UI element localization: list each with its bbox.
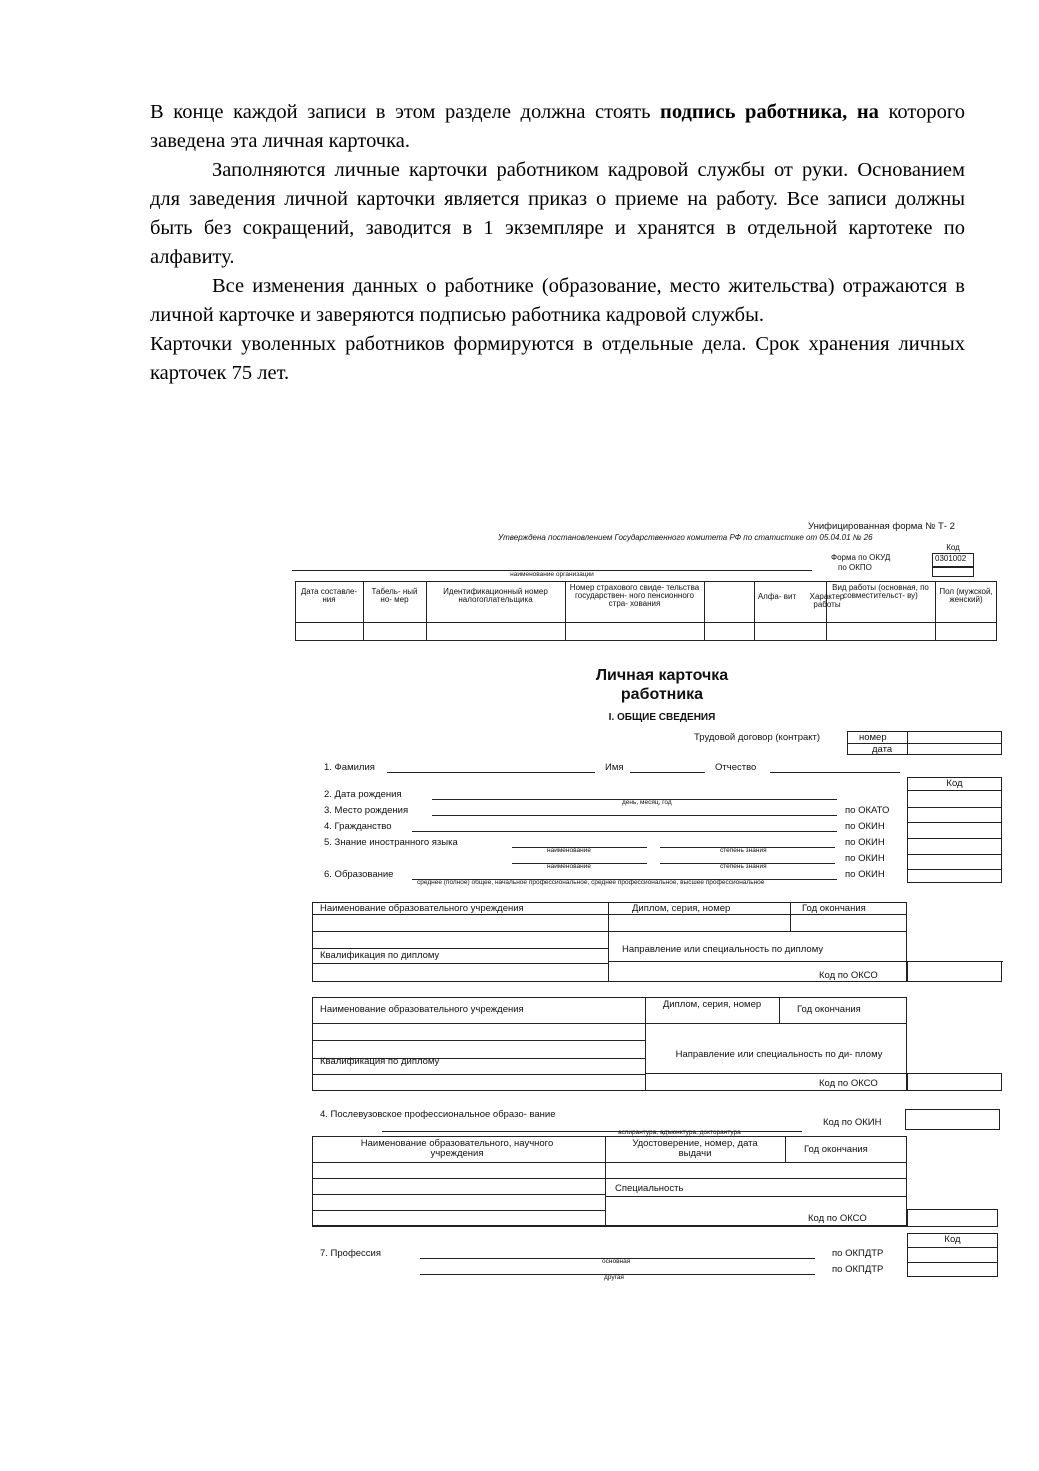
okpdtr-label-2: по ОКПДТР [832,1264,884,1275]
t2-inst-header: Наименование образовательного учреждения [320,1004,524,1015]
p1-text: В конце каждой записи в этом разделе должна стоять [150,101,661,123]
osnovnaya-caption: основная [602,1258,631,1265]
paragraph-3: Все изменения данных о работнике (образование, место жительства) отражаются в личной карточке и заверяются подписью работника кадровой службы. [150,275,965,326]
okin-label-2: по ОКИН [845,837,885,848]
lang-name-caption-1: наименование [547,847,591,854]
patronymic-label: Отчество [715,762,757,773]
t3-spec-label: Специальность [615,1183,684,1194]
card-title-2: работника [620,686,704,703]
col-gender: Пол (мужской, женский) [939,587,993,604]
profession-label: 7. Профессия [320,1248,382,1259]
card-title-1: Личная карточка [595,667,729,684]
col-character: Характер работы [809,592,845,609]
t2-year-header: Год окончания [797,1004,861,1015]
col-tabel: Табель- ный но- мер [371,587,418,604]
lang-name-caption-2: наименование [547,863,591,870]
okin-label-4: по ОКИН [845,869,885,880]
okpo-label: по ОКПО [838,563,872,572]
okin-label-3: по ОКИН [845,853,885,864]
name-label: Имя [605,762,624,773]
t1-dir-label: Направление или специальность по диплому [622,944,824,955]
okso-box-3 [907,1209,998,1227]
t1-diploma-header: Диплом, серия, номер [632,903,731,914]
okpdtr-label-1: по ОКПДТР [832,1248,884,1259]
col-work-type: Вид работы (основная, по совместительст- ву) [832,583,929,600]
t2-diploma-header: Диплом, серия, номер [662,999,762,1010]
t3-okso-label: Код по ОКСО [808,1213,867,1224]
surname-label: 1. Фамилия [324,762,375,773]
postgrad-caption: аспирантура, адъюнктура, докторантура [618,1129,741,1136]
t1-year-header: Год окончания [802,903,866,914]
t1-okso-label: Код по ОКСО [819,970,878,981]
birthdate-label: 2. Дата рождения [324,789,402,800]
form-t2-scan [292,518,1008,1288]
citizenship-label: 4. Гражданство [324,821,392,832]
t3-cert-header: Удостоверение, номер, дата выдачи [632,1138,758,1159]
kod-okin-label: Код по ОКИН [823,1117,882,1128]
birthplace-label: 3. Место рождения [324,805,409,816]
t3-inst-header: Наименование образовательного, научного учреждения [360,1138,554,1159]
col-date: Дата составле- ния [300,587,358,604]
t2-dir-label: Направление или специальность по ди- пломy [675,1049,883,1060]
postgrad-label: 4. Послевузовское профессиональное образо- вание [320,1109,556,1120]
okin-box [905,1109,1000,1130]
contract-date-label: дата [872,744,893,755]
kod-label-top: Код [946,543,960,552]
dmy-caption: день, месяц, год [622,799,672,806]
approved-label: Утверждена постановлением Государственного комитета РФ по статистике от 05.04.01 № 26 [498,533,873,542]
paragraph-2: Заполняются личные карточки работником кадровой службы от руки. Основанием для заведения личной карточки является приказ о приеме на работу. Все записи должны быть без сокращений, заводится в 1 экземпляре и хранятся в отдельной картотеке по алфавиту. [150,159,965,268]
codes-column [907,777,1002,883]
drugaya-caption: другая [604,1274,624,1281]
okin-label-1: по ОКИН [845,821,885,832]
language-label: 5. Знание иностранного языка [324,837,458,848]
body-text [150,98,965,388]
t1-qual-label: Квалификация по диплому [320,950,440,961]
lang-level-caption-2: степень знания [720,863,767,870]
org-caption: наименование организации [510,571,594,578]
lang-level-caption-1: степень знания [720,847,767,854]
t2-okso-label: Код по ОКСО [819,1078,878,1089]
t1-inst-header: Наименование образовательного учреждения [320,903,524,914]
paragraph-4: Карточки уволенных работников формируются в отдельные дела. Срок хранения личных карточек 75 лет. [150,333,965,384]
col-inn: Идентификационный номер налогоплательщика [443,587,548,604]
education-caption: среднее (полное) общее, начальное профессиональное, среднее профессиональное, высшее профессиональное [417,879,765,886]
okato-label: по ОКАТО [845,805,890,816]
col-alphabet: Алфа- вит [757,592,797,601]
kod-label-right: Код [946,778,963,789]
okud-value: 0301002 [935,554,967,563]
p1-tail: которого заведена эта личная карточка. [150,101,965,152]
unified-form-label: Унифицированная форма № Т- 2 [808,521,955,532]
kod-label-bottom: Код [944,1234,961,1245]
okso-box-2 [907,1073,1002,1091]
okud-label: Форма по ОКУД [831,553,891,562]
education-label: 6. Образование [324,869,394,880]
paragraph-1 [150,98,965,156]
p1-bold: подпись работника, на [660,101,879,123]
contract-label: Трудовой договор (контракт) [694,732,821,743]
t2-qual-label: Квалификация по диплому [320,1056,440,1067]
okpo-box [932,567,974,577]
t3-year-header: Год окончания [804,1144,868,1155]
section-title: I. ОБЩИЕ СВЕДЕНИЯ [608,712,716,723]
col-snils: Номер страхового свиде- тельства государствен- ного пенсионного стра- хования [569,583,700,608]
okso-box-1 [907,961,1002,982]
profession-codes [907,1233,998,1277]
contract-number-label: номер [859,732,887,743]
